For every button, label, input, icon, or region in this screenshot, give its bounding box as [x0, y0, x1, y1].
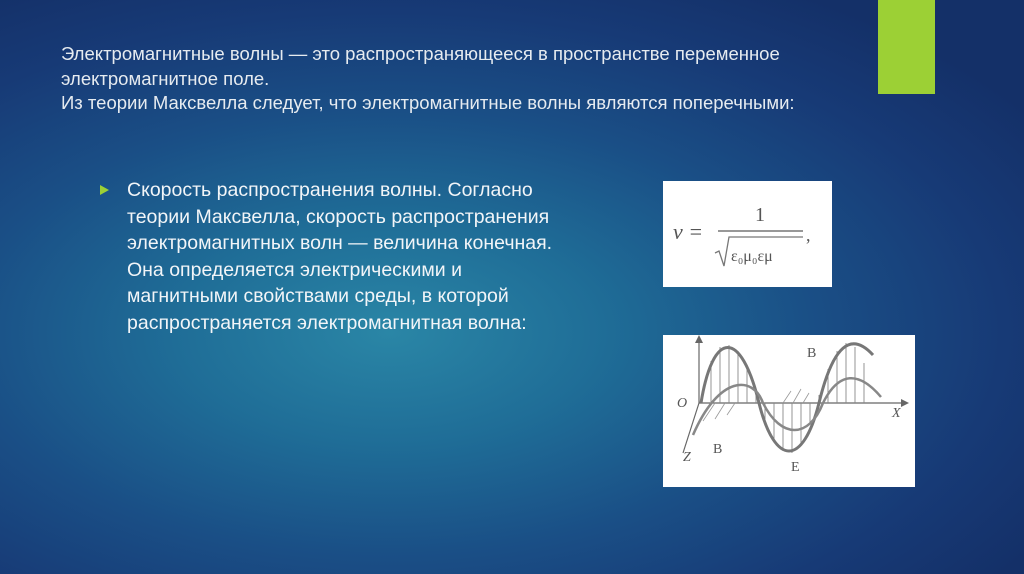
b-label-bottom: B [713, 442, 723, 457]
formula-denominator: ε₀μ₀εμ [731, 248, 773, 265]
intro-text [61, 42, 861, 116]
b-wave [693, 378, 881, 435]
formula-lhs: v = [673, 219, 704, 244]
e-label: E [791, 460, 800, 475]
accent-bar [878, 0, 935, 94]
bullet-item [100, 177, 570, 336]
intro-definition: Электромагнитные волны — это распространяющееся в пространстве переменное электромагнитное поле. [61, 43, 780, 89]
bullet-text: Скорость распространения волны. Согласно теории Максвелла, скорость распространения электромагнитных волн — величина конечная. Она определяется электрическими и магнитными свойствами среды, в которой распространяется электромагнитная волна: [127, 179, 553, 334]
bullet-arrow-icon [100, 185, 109, 195]
origin-label: O [677, 396, 688, 411]
x-axis-label: X [892, 406, 901, 421]
formula-numerator: 1 [755, 204, 765, 226]
formula-image [663, 181, 832, 287]
z-axis-label: Z [683, 450, 691, 465]
formula-comma: , [806, 225, 811, 245]
wave-svg [663, 335, 915, 487]
wave-diagram [663, 335, 915, 487]
e-field-vectors [711, 343, 864, 453]
intro-maxwell: Из теории Максвелла следует, что электромагнитные волны являются поперечными: [61, 92, 795, 113]
b-label-top: B [807, 346, 817, 361]
formula-svg [663, 181, 832, 287]
